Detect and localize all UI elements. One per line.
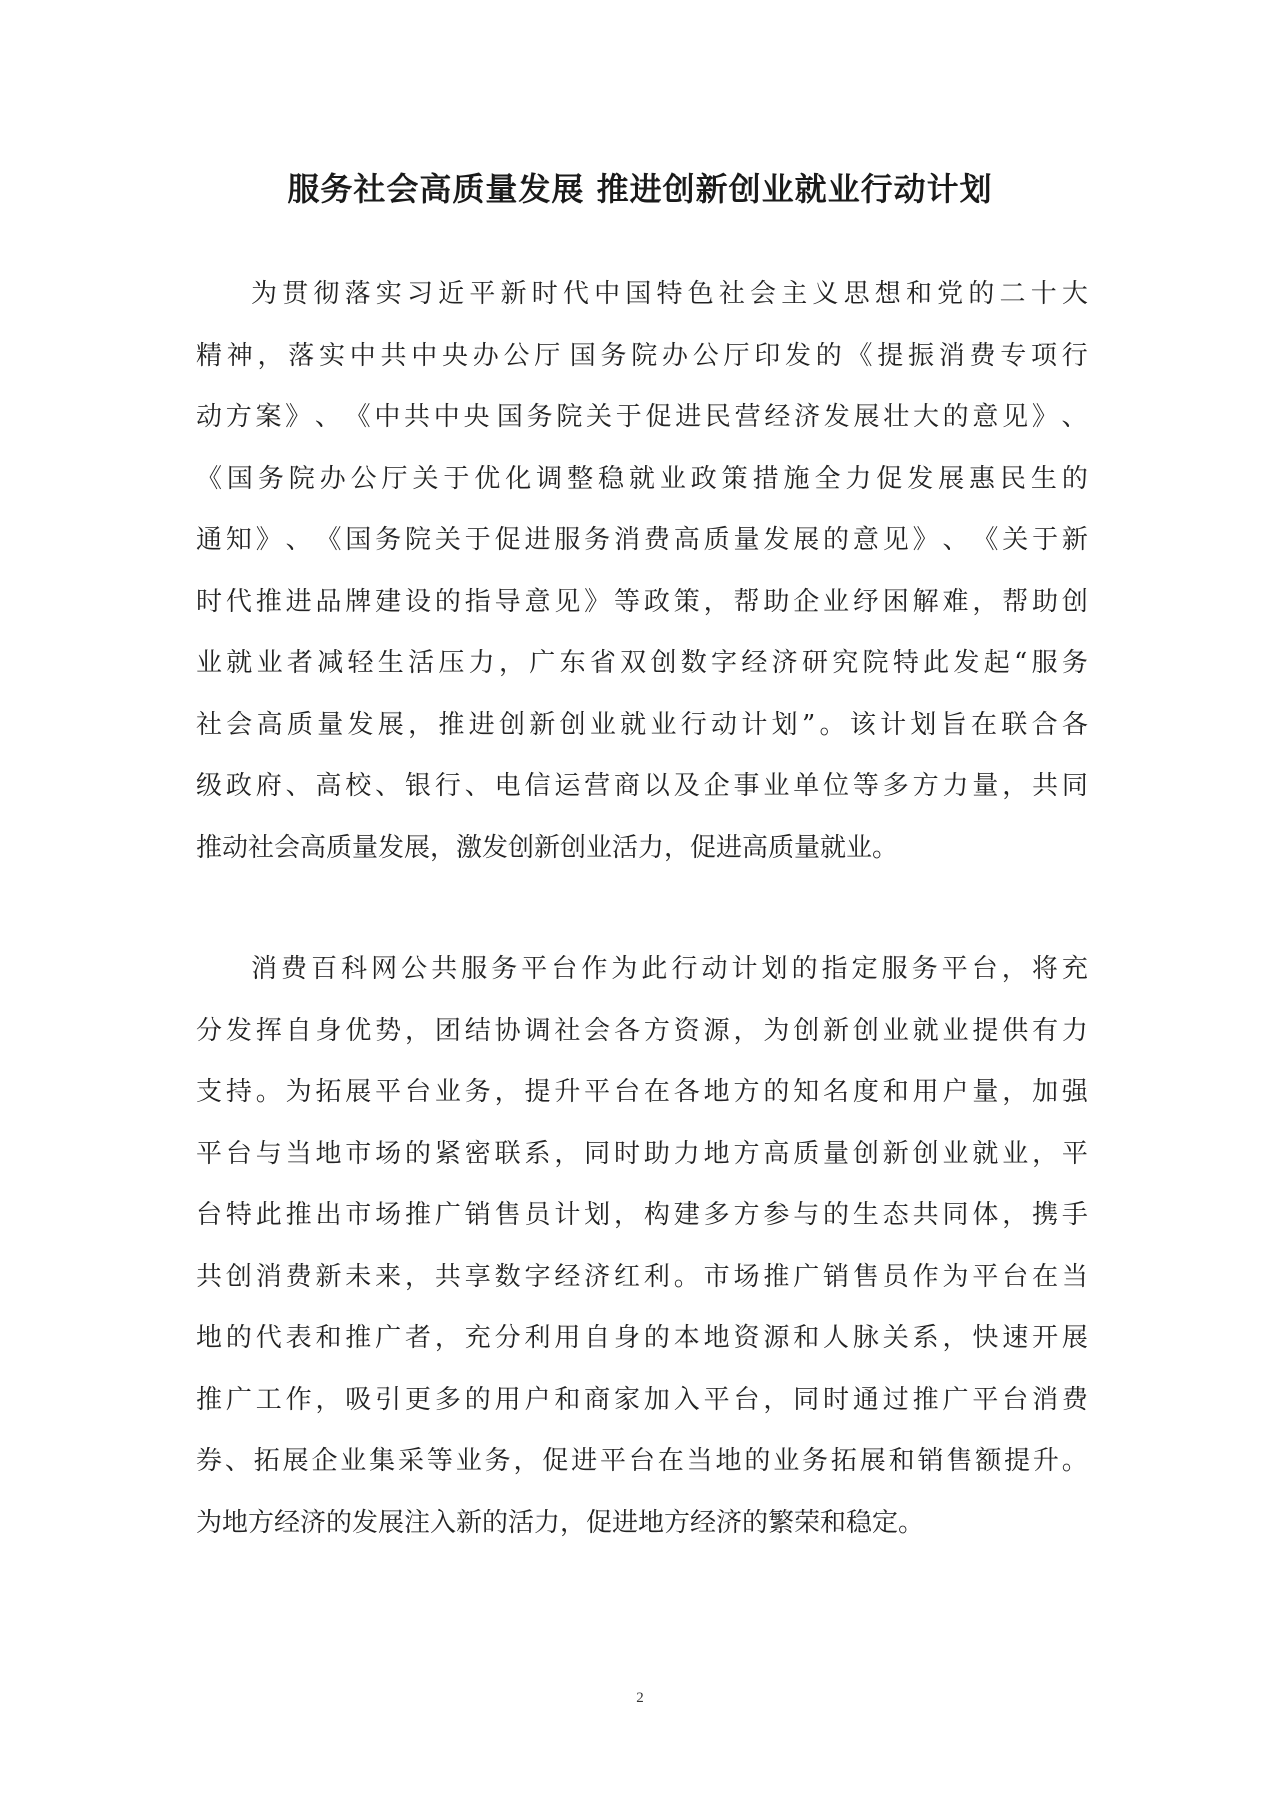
paragraph-line: 业 就 业 者 减 轻 生 活 压 力 ， 广 东 省 双 创 数 字 经 济 研 究 院 特 此 发 起 “ 服 务 — [196, 648, 1088, 678]
paragraph-1 — [196, 264, 1088, 879]
paragraph-line: 为 贯 彻 落 实 习 近 平 新 时 代 中 国 特 色 社 会 主 义 思 想 和 党 的 二 十 大 — [251, 279, 1088, 309]
paragraph-line: 地 的 代 表 和 推 广 者 ， 充 分 利 用 自 身 的 本 地 资 源 和 人 脉 关 系 ， 快 速 开 展 — [196, 1323, 1088, 1353]
paragraph-line: 《 国 务 院 办 公 厅 关 于 优 化 调 整 稳 就 业 政 策 措 施 全 力 促 发 展 惠 民 生 的 — [196, 463, 1088, 494]
document-title: 服务社会高质量发展 推进创新创业就业行动计划 — [287, 170, 993, 208]
paragraph-line: 支 持 。 为 拓 展 平 台 业 务 ， 提 升 平 台 在 各 地 方 的 知 名 度 和 用 户 量 ， 加 强 — [196, 1077, 1088, 1107]
paragraph-line: 台 特 此 推 出 市 场 推 广 销 售 员 计 划 ， 构 建 多 方 参 与 的 生 态 共 同 体 ， 携 手 — [196, 1200, 1088, 1230]
paragraph-line: 平 台 与 当 地 市 场 的 紧 密 联 系 ， 同 时 助 力 地 方 高 质 量 创 新 创 业 就 业 ， 平 — [196, 1138, 1088, 1169]
paragraph-line: 为地方经济的发展注入新的活力，促进地方经济的繁荣和稳定。 — [196, 1507, 925, 1538]
page-number: 2 — [636, 1690, 644, 1706]
paragraph-line: 分 发 挥 自 身 优 势 ， 团 结 协 调 社 会 各 方 资 源 ， 为 创 新 创 业 就 业 提 供 有 力 — [196, 1015, 1088, 1046]
paragraph-line: 券 、 拓 展 企 业 集 采 等 业 务 ， 促 进 平 台 在 当 地 的 业 务 拓 展 和 销 售 额 提 升 。 — [196, 1446, 1088, 1476]
paragraph-line: 动 方 案 》 、 《 中 共 中 央 国 务 院 关 于 促 进 民 营 经 济 发 展 壮 大 的 意 见 》 、 — [196, 402, 1088, 432]
paragraph-line: 通 知 》 、 《 国 务 院 关 于 促 进 服 务 消 费 高 质 量 发 展 的 意 见 》 、 《 关 于 新 — [196, 525, 1088, 555]
paragraph-line: 社 会 高 质 量 发 展 ， 推 进 创 新 创 业 就 业 行 动 计 划 ” 。 该 计 划 旨 在 联 合 各 — [196, 709, 1088, 740]
paragraph-line: 级 政 府 、 高 校 、 银 行 、 电 信 运 营 商 以 及 企 事 业 单 位 等 多 方 力 量 ， 共 同 — [196, 771, 1088, 801]
paragraph-line: 精 神 ， 落 实 中 共 中 央 办 公 厅 国 务 院 办 公 厅 印 发 的 《 提 振 消 费 专 项 行 — [196, 340, 1088, 371]
paragraph-line: 时 代 推 进 品 牌 建 设 的 指 导 意 见 》 等 政 策 ， 帮 助 企 业 纾 困 解 难 ， 帮 助 创 — [196, 586, 1088, 617]
paragraph-line: 推动社会高质量发展，激发创新创业活力，促进高质量就业。 — [196, 832, 899, 863]
paragraph-2 — [196, 939, 1088, 1554]
paragraph-line: 共 创 消 费 新 未 来 ， 共 享 数 字 经 济 红 利 。 市 场 推 广 销 售 员 作 为 平 台 在 当 — [196, 1261, 1088, 1292]
paragraph-line: 消 费 百 科 网 公 共 服 务 平 台 作 为 此 行 动 计 划 的 指 定 服 务 平 台 ， 将 充 — [251, 954, 1088, 984]
paragraph-line: 推 广 工 作 ， 吸 引 更 多 的 用 户 和 商 家 加 入 平 台 ， 同 时 通 过 推 广 平 台 消 费 — [196, 1384, 1088, 1415]
